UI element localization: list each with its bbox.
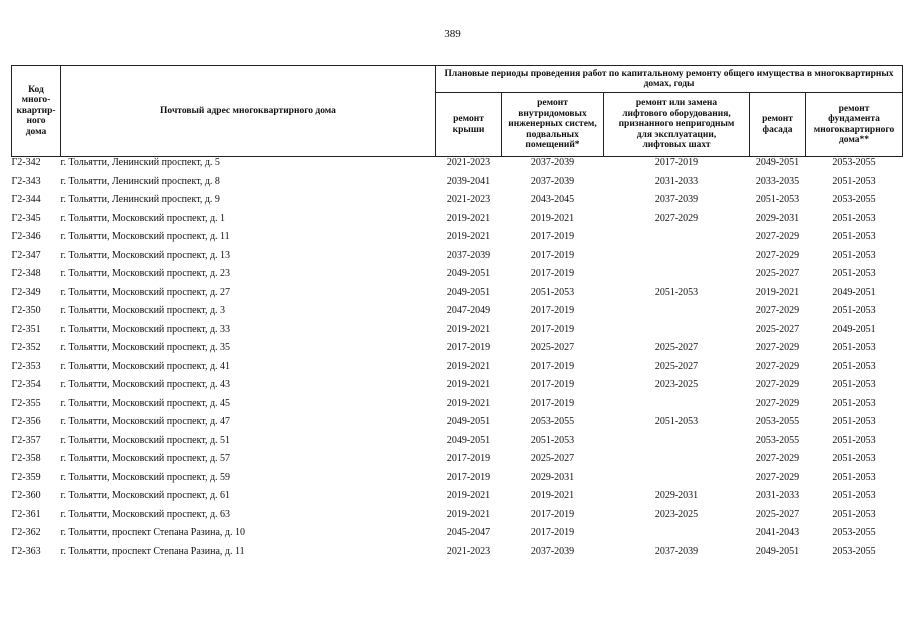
cell-foundation: 2051-2053 bbox=[832, 231, 876, 242]
cell-code: Г2-361 bbox=[11, 508, 41, 520]
table-row bbox=[12, 453, 903, 472]
cell-code: Г2-351 bbox=[11, 323, 41, 335]
header-periods: Плановые периоды проведения работ по капитальному ремонту общего имущества в многоквартирных домах, годы bbox=[436, 66, 903, 93]
cell-code: Г2-363 bbox=[11, 545, 41, 557]
cell-foundation: 2049-2051 bbox=[832, 286, 876, 298]
cell-systems: 2017-2019 bbox=[530, 508, 575, 520]
cell-foundation: 2051-2053 bbox=[832, 397, 876, 409]
table-row bbox=[12, 472, 903, 491]
cell-address: г. Тольятти, Московский проспект, д. 27 bbox=[60, 286, 231, 298]
cell-facade: 2027-2029 bbox=[755, 305, 800, 316]
cell-roof: 2017-2019 bbox=[446, 471, 491, 483]
cell-foundation: 2051-2053 bbox=[832, 416, 876, 427]
table-row bbox=[12, 231, 903, 250]
cell-roof: 2019-2021 bbox=[446, 397, 491, 409]
cell-facade: 2027-2029 bbox=[755, 453, 800, 464]
cell-roof: 2019-2021 bbox=[446, 212, 491, 224]
cell-facade: 2053-2055 bbox=[755, 416, 800, 427]
table-row bbox=[12, 213, 903, 232]
cell-code: Г2-353 bbox=[11, 360, 41, 372]
cell-foundation: 2053-2055 bbox=[832, 527, 876, 538]
cell-facade: 2019-2021 bbox=[755, 286, 800, 298]
cell-systems: 2051-2053 bbox=[530, 286, 575, 298]
cell-systems: 2029-2031 bbox=[530, 471, 575, 483]
cell-systems: 2017-2019 bbox=[530, 305, 575, 316]
cell-systems: 2017-2019 bbox=[530, 527, 575, 538]
cell-code: Г2-347 bbox=[11, 249, 41, 261]
cell-facade: 2027-2029 bbox=[755, 379, 800, 390]
cell-systems: 2017-2019 bbox=[530, 249, 575, 261]
cell-address: г. Тольятти, Ленинский проспект, д. 5 bbox=[60, 157, 220, 168]
cell-facade: 2025-2027 bbox=[755, 323, 800, 335]
cell-elevator bbox=[604, 305, 750, 324]
cell-systems: 2019-2021 bbox=[530, 212, 575, 224]
cell-roof: 2019-2021 bbox=[446, 231, 491, 242]
cell-foundation: 2051-2053 bbox=[832, 490, 876, 501]
cell-foundation: 2051-2053 bbox=[832, 175, 876, 187]
cell-facade: 2027-2029 bbox=[755, 249, 800, 261]
table-row bbox=[12, 287, 903, 306]
cell-facade: 2049-2051 bbox=[755, 157, 800, 168]
cell-address: г. Тольятти, проспект Степана Разина, д. 11 bbox=[60, 545, 245, 557]
cell-foundation: 2051-2053 bbox=[832, 379, 876, 390]
cell-elevator bbox=[604, 398, 750, 417]
cell-facade: 2027-2029 bbox=[755, 342, 800, 353]
cell-foundation: 2053-2055 bbox=[832, 545, 876, 557]
cell-systems: 2037-2039 bbox=[530, 175, 575, 187]
cell-roof: 2049-2051 bbox=[446, 416, 491, 427]
cell-elevator: 2051-2053 bbox=[654, 286, 699, 298]
cell-systems: 2043-2045 bbox=[530, 194, 575, 205]
cell-address: г. Тольятти, Московский проспект, д. 57 bbox=[60, 453, 231, 464]
header-foundation: ремонт фундамента многоквартирного дома** bbox=[806, 93, 903, 157]
cell-facade: 2041-2043 bbox=[755, 527, 800, 538]
table-row bbox=[12, 361, 903, 380]
table-row bbox=[12, 268, 903, 287]
cell-facade: 2029-2031 bbox=[755, 212, 800, 224]
cell-systems: 2053-2055 bbox=[530, 416, 575, 427]
cell-facade: 2027-2029 bbox=[755, 471, 800, 483]
header-address: Почтовый адрес многоквартирного дома bbox=[61, 66, 436, 157]
cell-elevator bbox=[604, 324, 750, 343]
cell-address: г. Тольятти, Московский проспект, д. 59 bbox=[60, 471, 231, 483]
cell-foundation: 2051-2053 bbox=[832, 305, 876, 316]
cell-roof: 2019-2021 bbox=[446, 490, 491, 501]
cell-roof: 2021-2023 bbox=[446, 194, 491, 205]
cell-systems: 2017-2019 bbox=[530, 379, 575, 390]
repair-schedule-table bbox=[11, 65, 903, 564]
cell-address: г. Тольятти, Московский проспект, д. 23 bbox=[60, 268, 231, 279]
cell-address: г. Тольятти, Ленинский проспект, д. 8 bbox=[60, 175, 220, 187]
cell-facade: 2049-2051 bbox=[755, 545, 800, 557]
cell-foundation: 2051-2053 bbox=[832, 453, 876, 464]
page-number: 389 bbox=[444, 28, 461, 40]
cell-systems: 2019-2021 bbox=[530, 490, 575, 501]
table-row bbox=[12, 527, 903, 546]
cell-code: Г2-350 bbox=[11, 305, 41, 316]
cell-foundation: 2051-2053 bbox=[832, 268, 876, 279]
cell-code: Г2-342 bbox=[11, 157, 41, 168]
cell-foundation: 2053-2055 bbox=[832, 194, 876, 205]
header-code: Код много- квартир- ного дома bbox=[12, 66, 61, 157]
cell-code: Г2-356 bbox=[11, 416, 41, 427]
cell-elevator: 2037-2039 bbox=[654, 194, 699, 205]
cell-address: г. Тольятти, Московский проспект, д. 33 bbox=[60, 323, 231, 335]
cell-foundation: 2051-2053 bbox=[832, 471, 876, 483]
cell-address: г. Тольятти, Московский проспект, д. 51 bbox=[60, 434, 231, 446]
cell-roof: 2021-2023 bbox=[446, 545, 491, 557]
cell-facade: 2033-2035 bbox=[755, 175, 800, 187]
cell-roof: 2019-2021 bbox=[446, 323, 491, 335]
cell-code: Г2-360 bbox=[11, 490, 41, 501]
cell-systems: 2017-2019 bbox=[530, 323, 575, 335]
cell-roof: 2049-2051 bbox=[446, 434, 491, 446]
cell-elevator: 2023-2025 bbox=[654, 379, 699, 390]
cell-elevator: 2031-2033 bbox=[654, 175, 699, 187]
cell-address: г. Тольятти, Московский проспект, д. 35 bbox=[60, 342, 231, 353]
table-row bbox=[12, 157, 903, 176]
table-row bbox=[12, 398, 903, 417]
table-row bbox=[12, 490, 903, 509]
cell-code: Г2-344 bbox=[11, 194, 41, 205]
cell-code: Г2-358 bbox=[11, 453, 41, 464]
cell-elevator: 2017-2019 bbox=[654, 157, 699, 168]
cell-code: Г2-346 bbox=[11, 231, 41, 242]
cell-code: Г2-359 bbox=[11, 471, 41, 483]
cell-facade: 2031-2033 bbox=[755, 490, 800, 501]
cell-elevator bbox=[604, 453, 750, 472]
cell-roof: 2037-2039 bbox=[446, 249, 491, 261]
table-row bbox=[12, 176, 903, 195]
cell-foundation: 2051-2053 bbox=[832, 249, 876, 261]
cell-address: г. Тольятти, Московский проспект, д. 61 bbox=[60, 490, 231, 501]
cell-systems: 2037-2039 bbox=[530, 545, 575, 557]
cell-elevator bbox=[604, 231, 750, 250]
cell-systems: 2025-2027 bbox=[530, 453, 575, 464]
cell-code: Г2-345 bbox=[11, 212, 41, 224]
table-body bbox=[12, 157, 903, 565]
cell-elevator: 2027-2029 bbox=[654, 212, 699, 224]
cell-address: г. Тольятти, Московский проспект, д. 63 bbox=[60, 508, 231, 520]
cell-code: Г2-349 bbox=[11, 286, 41, 298]
cell-code: Г2-355 bbox=[11, 397, 41, 409]
cell-systems: 2051-2053 bbox=[530, 434, 575, 446]
cell-elevator bbox=[604, 250, 750, 269]
cell-elevator bbox=[604, 435, 750, 454]
cell-code: Г2-357 bbox=[11, 434, 41, 446]
cell-roof: 2019-2021 bbox=[446, 360, 491, 372]
table-row bbox=[12, 435, 903, 454]
header-roof: ремонт крыши bbox=[436, 93, 502, 157]
header-elevator: ремонт или замена лифтового оборудования, признанного непригодным для эксплуатации, лифтовых шахт bbox=[604, 93, 750, 157]
cell-elevator: 2037-2039 bbox=[654, 545, 699, 557]
cell-elevator: 2025-2027 bbox=[654, 360, 699, 372]
cell-address: г. Тольятти, Московский проспект, д. 43 bbox=[60, 379, 231, 390]
cell-code: Г2-352 bbox=[11, 342, 41, 353]
cell-address: г. Тольятти, Московский проспект, д. 45 bbox=[60, 397, 231, 409]
cell-code: Г2-348 bbox=[11, 268, 41, 279]
table-row bbox=[12, 250, 903, 269]
cell-facade: 2053-2055 bbox=[755, 434, 800, 446]
cell-foundation: 2051-2053 bbox=[832, 508, 876, 520]
cell-address: г. Тольятти, Ленинский проспект, д. 9 bbox=[60, 194, 220, 205]
table-row bbox=[12, 305, 903, 324]
cell-facade: 2027-2029 bbox=[755, 231, 800, 242]
cell-elevator bbox=[604, 472, 750, 491]
cell-systems: 2025-2027 bbox=[530, 342, 575, 353]
cell-facade: 2025-2027 bbox=[755, 508, 800, 520]
cell-code: Г2-354 bbox=[11, 379, 41, 390]
cell-address: г. Тольятти, Московский проспект, д. 11 bbox=[60, 231, 230, 242]
cell-address: г. Тольятти, Московский проспект, д. 47 bbox=[60, 416, 231, 427]
cell-foundation: 2051-2053 bbox=[832, 342, 876, 353]
cell-address: г. Тольятти, проспект Степана Разина, д. 10 bbox=[60, 527, 245, 538]
cell-systems: 2017-2019 bbox=[530, 360, 575, 372]
cell-facade: 2051-2053 bbox=[755, 194, 800, 205]
cell-systems: 2037-2039 bbox=[530, 157, 575, 168]
cell-code: Г2-343 bbox=[11, 175, 41, 187]
table-row bbox=[12, 379, 903, 398]
table-row bbox=[12, 324, 903, 343]
cell-roof: 2019-2021 bbox=[446, 508, 491, 520]
cell-roof: 2045-2047 bbox=[446, 527, 491, 538]
cell-foundation: 2053-2055 bbox=[832, 157, 876, 168]
cell-facade: 2027-2029 bbox=[755, 360, 800, 372]
cell-roof: 2017-2019 bbox=[446, 342, 491, 353]
cell-address: г. Тольятти, Московский проспект, д. 41 bbox=[60, 360, 231, 372]
cell-systems: 2017-2019 bbox=[530, 231, 575, 242]
table-row bbox=[12, 194, 903, 213]
table-row bbox=[12, 416, 903, 435]
table-row bbox=[12, 509, 903, 528]
table-row bbox=[12, 342, 903, 361]
cell-code: Г2-362 bbox=[11, 527, 41, 538]
header-systems: ремонт внутридомовых инженерных систем, подвальных помещений* bbox=[502, 93, 604, 157]
cell-roof: 2049-2051 bbox=[446, 286, 491, 298]
cell-elevator bbox=[604, 268, 750, 287]
cell-foundation: 2049-2051 bbox=[832, 323, 876, 335]
cell-elevator: 2051-2053 bbox=[654, 416, 699, 427]
cell-roof: 2049-2051 bbox=[446, 268, 491, 279]
cell-roof: 2039-2041 bbox=[446, 175, 491, 187]
header-facade: ремонт фасада bbox=[750, 93, 806, 157]
cell-elevator: 2025-2027 bbox=[654, 342, 699, 353]
cell-facade: 2025-2027 bbox=[755, 268, 800, 279]
cell-roof: 2047-2049 bbox=[446, 305, 491, 316]
cell-roof: 2017-2019 bbox=[446, 453, 491, 464]
cell-address: г. Тольятти, Московский проспект, д. 13 bbox=[60, 249, 231, 261]
cell-elevator bbox=[604, 527, 750, 546]
cell-systems: 2017-2019 bbox=[530, 397, 575, 409]
cell-roof: 2019-2021 bbox=[446, 379, 491, 390]
cell-elevator: 2029-2031 bbox=[654, 490, 699, 501]
cell-foundation: 2051-2053 bbox=[832, 434, 876, 446]
cell-address: г. Тольятти, Московский проспект, д. 3 bbox=[60, 305, 226, 316]
table-row bbox=[12, 546, 903, 565]
cell-foundation: 2051-2053 bbox=[832, 212, 876, 224]
cell-elevator: 2023-2025 bbox=[654, 508, 699, 520]
cell-address: г. Тольятти, Московский проспект, д. 1 bbox=[60, 212, 226, 224]
cell-roof: 2021-2023 bbox=[446, 157, 491, 168]
cell-facade: 2027-2029 bbox=[755, 397, 800, 409]
cell-systems: 2017-2019 bbox=[530, 268, 575, 279]
cell-foundation: 2051-2053 bbox=[832, 360, 876, 372]
